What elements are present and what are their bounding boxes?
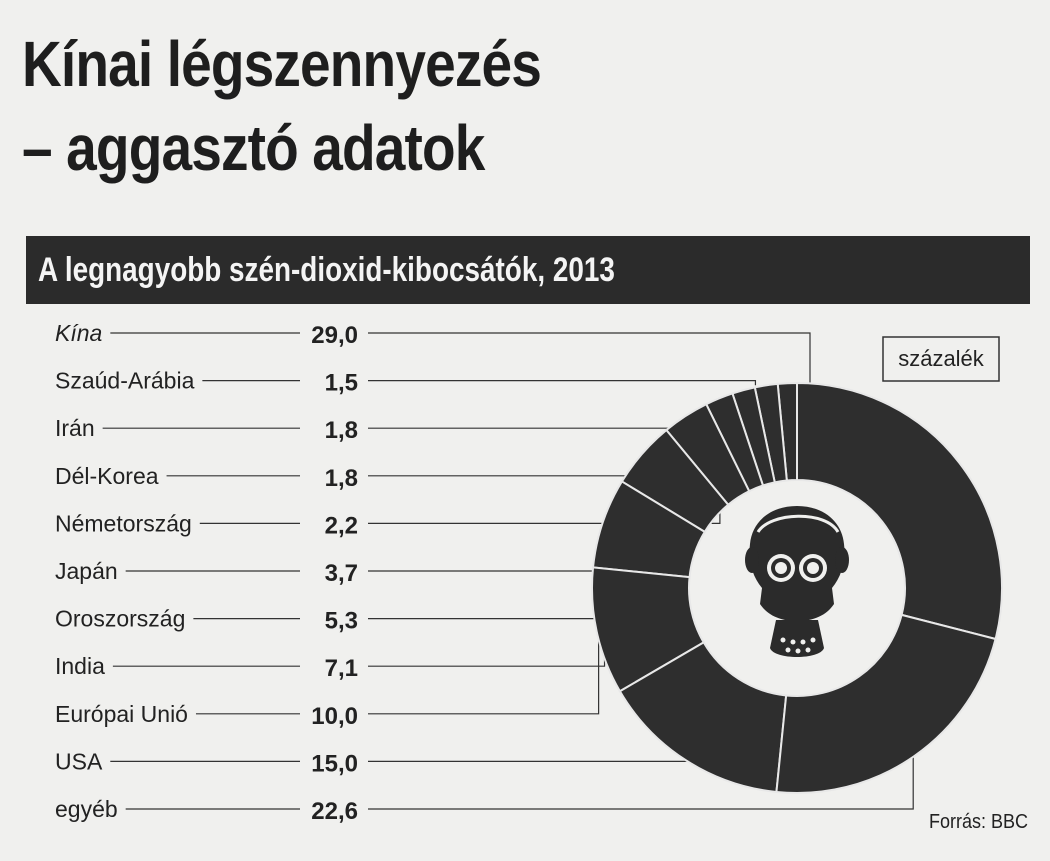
value-labels: [311, 322, 358, 825]
gas-mask-icon: [745, 506, 849, 657]
unit-box: [883, 337, 999, 381]
category-label: Japán: [55, 558, 118, 584]
slice-leader-line: [368, 381, 755, 386]
category-label: egyéb: [55, 796, 118, 822]
unit-label: százalék: [898, 346, 984, 371]
source-note: Forrás: BBC: [928, 811, 1028, 833]
category-label: USA: [55, 748, 103, 775]
category-label: India: [55, 653, 105, 680]
value-label: 2,2: [324, 512, 358, 540]
value-label: 1,8: [324, 417, 358, 445]
value-label: 1,5: [324, 369, 358, 397]
value-label: 3,7: [324, 560, 358, 587]
category-label: Európai Unió: [55, 700, 188, 727]
value-label: 22,6: [311, 798, 358, 825]
headline-line-1: Kínai légszennyezés: [22, 28, 541, 100]
slice-leader-line: [368, 523, 605, 666]
slice-leader-line: [368, 759, 687, 762]
category-label: Szaúd-Arábia: [55, 367, 195, 394]
value-label: 15,0: [311, 750, 358, 778]
category-label: Irán: [55, 415, 95, 442]
slice-leader-line: [368, 631, 599, 714]
category-label: Oroszország: [55, 605, 186, 632]
value-label: 7,1: [324, 655, 358, 683]
category-label: Dél-Korea: [55, 462, 159, 489]
chart-title: A legnagyobb szén-dioxid-kibocsátók, 2013: [38, 251, 615, 289]
category-label: Kína: [55, 320, 103, 346]
value-label: 1,8: [324, 464, 358, 492]
value-label: 5,3: [324, 607, 358, 635]
value-label: 29,0: [311, 322, 358, 349]
headline-line-2: – aggasztó adatok: [22, 112, 485, 184]
value-label: 10,0: [311, 702, 358, 730]
category-label: Németország: [55, 510, 192, 537]
